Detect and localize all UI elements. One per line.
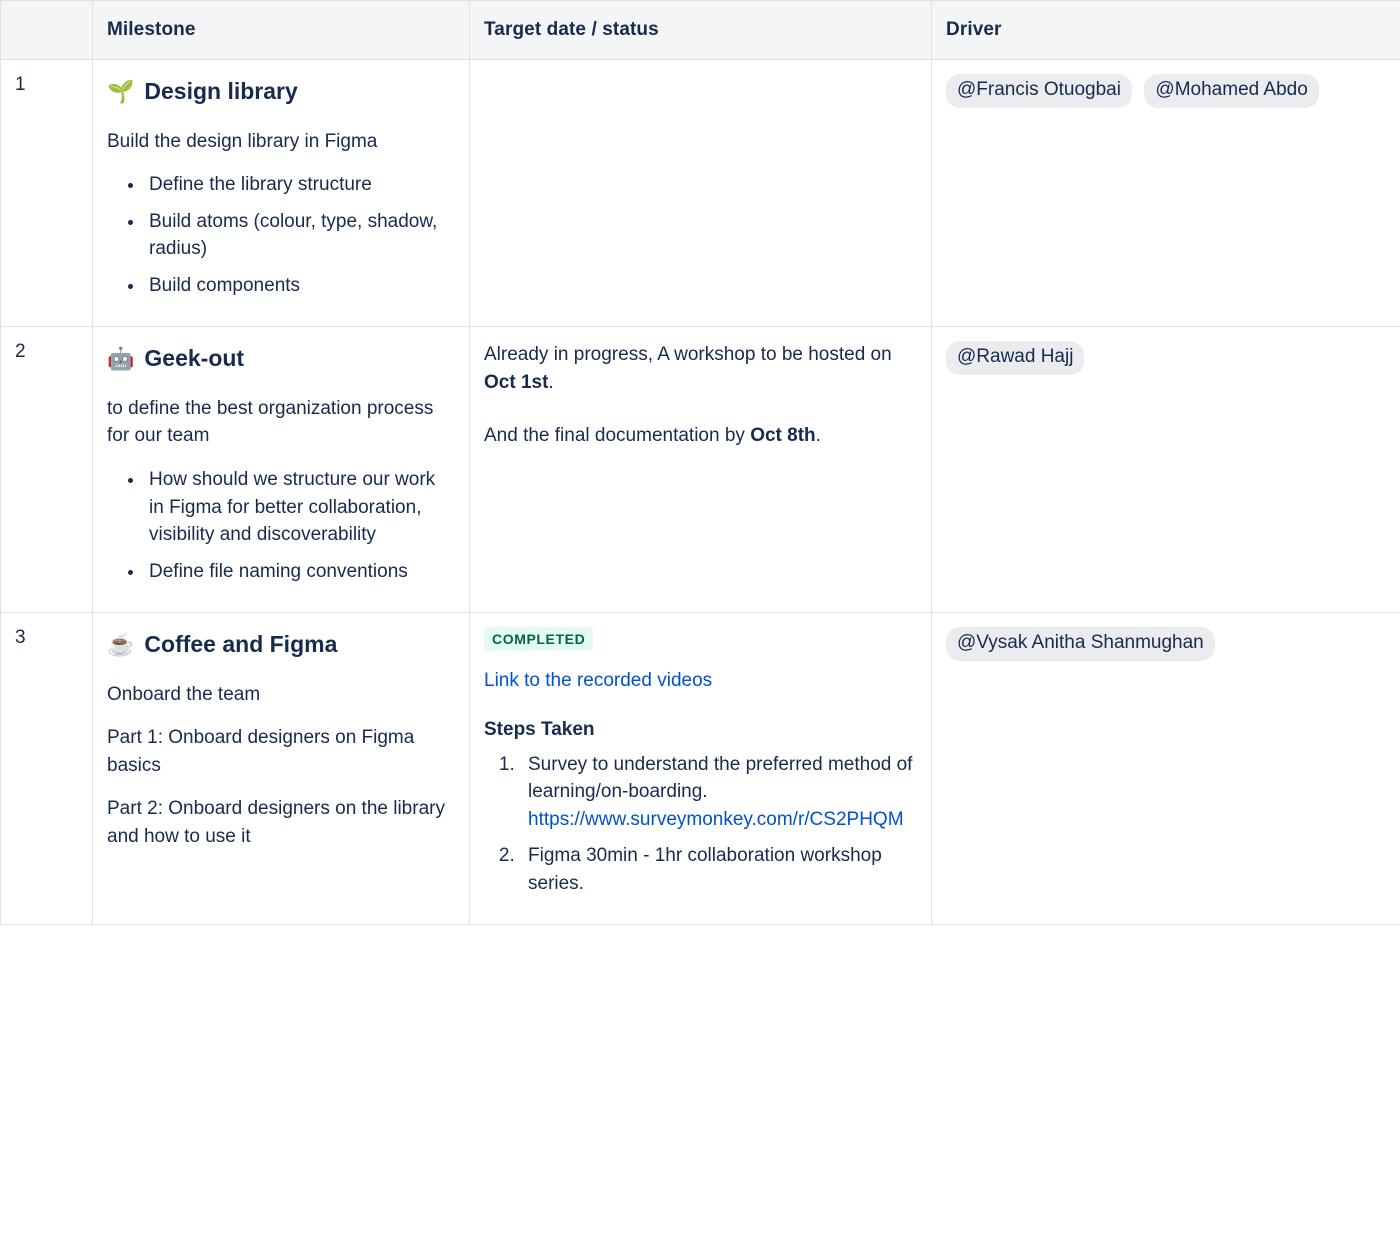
status-paragraph: Already in progress, A workshop to be hosted on Oct 1st. bbox=[484, 344, 892, 393]
milestone-title bbox=[107, 78, 455, 106]
mention-chip[interactable]: @Francis Otuogbai bbox=[946, 74, 1132, 108]
milestone-title-text: Geek-out bbox=[144, 345, 245, 372]
steps-taken-heading: Steps Taken bbox=[484, 718, 595, 740]
list-item bbox=[520, 751, 917, 834]
column-header-driver: Driver bbox=[932, 1, 1400, 60]
driver-cell bbox=[932, 327, 1400, 613]
robot-icon: 🤖 bbox=[107, 346, 135, 372]
milestone-cell bbox=[93, 613, 470, 925]
survey-link[interactable]: https://www.surveymonkey.com/r/CS2PHQM bbox=[528, 808, 904, 830]
milestone-title bbox=[107, 631, 455, 659]
step-text: Survey to understand the preferred method of learning/on-boarding. bbox=[528, 753, 913, 803]
status-paragraph: And the final documentation by Oct 8th. bbox=[484, 425, 821, 447]
table-row bbox=[1, 60, 1400, 327]
milestone-cell bbox=[93, 60, 470, 327]
mention-chip[interactable]: @Mohamed Abdo bbox=[1144, 74, 1318, 108]
row-index: 2 bbox=[1, 327, 93, 613]
target-status-cell bbox=[470, 613, 932, 925]
row-index: 3 bbox=[1, 613, 93, 925]
step-text: Figma 30min - 1hr collaboration workshop series. bbox=[528, 845, 882, 894]
column-header-target: Target date / status bbox=[470, 1, 932, 60]
list-item: • How should we structure our work in Figma for better collaboration, visibility and discoverability bbox=[145, 466, 455, 549]
table-header bbox=[1, 1, 1400, 60]
milestone-bullet-list bbox=[107, 466, 455, 585]
list-item: • Build atoms (colour, type, shadow, radius) bbox=[145, 208, 455, 263]
row-index: 1 bbox=[1, 60, 93, 327]
list-item: • Build components bbox=[145, 272, 455, 300]
milestone-cell bbox=[93, 327, 470, 613]
column-header-index bbox=[1, 1, 93, 60]
mention-chip[interactable]: @Rawad Hajj bbox=[946, 341, 1084, 375]
milestone-title-text: Design library bbox=[144, 78, 298, 104]
seedling-icon: 🌱 bbox=[107, 78, 135, 104]
milestone-subtitle: Onboard the team bbox=[107, 683, 261, 705]
table-row bbox=[1, 613, 1400, 925]
milestone-title bbox=[107, 345, 455, 373]
table-header-row bbox=[1, 1, 1400, 60]
recorded-videos-link[interactable]: Link to the recorded videos bbox=[484, 670, 713, 692]
milestone-bullet-list bbox=[107, 171, 455, 299]
target-status-cell bbox=[470, 327, 932, 613]
milestone-paragraph: Part 1: Onboard designers on Figma basics bbox=[107, 727, 415, 776]
driver-cell bbox=[932, 60, 1400, 327]
recorded-videos-link-wrap bbox=[484, 667, 917, 695]
milestone-title-text: Coffee and Figma bbox=[144, 631, 338, 658]
status-badge: COMPLETED bbox=[484, 627, 593, 651]
milestone-paragraph: Part 2: Onboard designers on the library and how to use it bbox=[107, 798, 445, 847]
target-status-cell bbox=[470, 60, 932, 327]
milestone-subtitle: Build the design library in Figma bbox=[107, 130, 378, 152]
table-body bbox=[1, 60, 1400, 925]
coffee-icon: ☕ bbox=[107, 632, 135, 657]
list-item bbox=[520, 842, 917, 897]
column-header-milestone: Milestone bbox=[93, 1, 470, 60]
driver-cell bbox=[932, 613, 1400, 925]
table-row bbox=[1, 327, 1400, 613]
milestone-subtitle: to define the best organization process for our team bbox=[107, 397, 434, 447]
list-item: • Define the library structure bbox=[145, 171, 455, 199]
list-item: • Define file naming conventions bbox=[145, 558, 455, 586]
steps-list bbox=[484, 751, 917, 898]
mention-chip[interactable]: @Vysak Anitha Shanmughan bbox=[946, 627, 1215, 661]
